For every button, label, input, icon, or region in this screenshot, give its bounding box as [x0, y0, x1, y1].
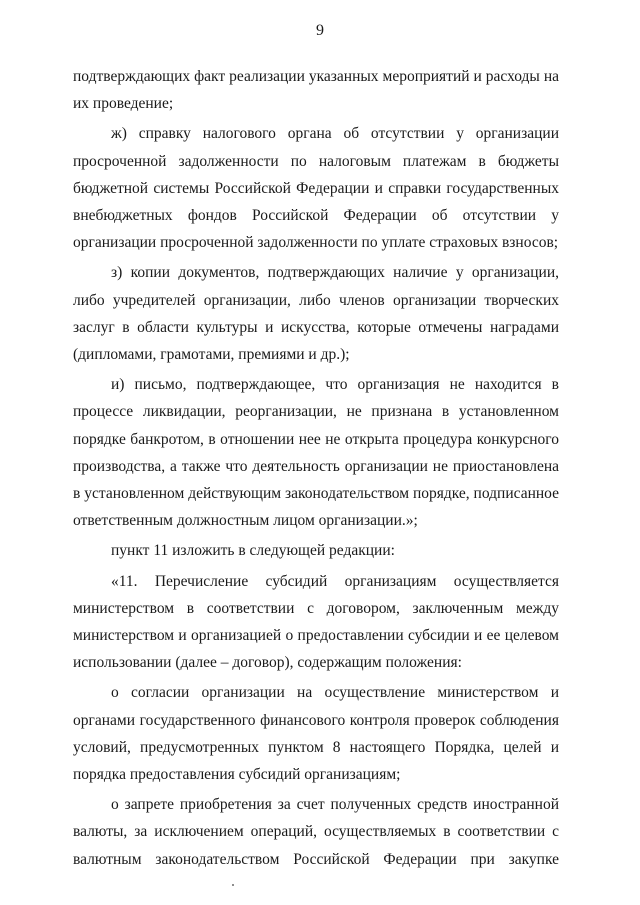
paragraph-continuation: подтверждающих факт реализации указанных мероприятий и расходы на их проведение; [73, 68, 559, 113]
page-number: 9 [316, 22, 324, 39]
paragraph-consent-provision: о согласии организации на осуществление министерством и органами государственного финансового контроля проверок соблюдения условий, предусмотренных пунктом 8 настоящего Порядка, целей и порядка предоставления субсидий организациям; [73, 684, 559, 784]
paragraph-item-i: и) письмо, подтверждающее, что организация не находится в процессе ликвидации, реорганизации, не признана в установленном порядке банкротом, в отношении нее не открыта процедура конкурсного производства, а также что деятельность организации не приостановлена в установленном действующим законодательством порядке, подписанное ответственным должностным лицом организации.»; [73, 376, 559, 530]
paragraph-item-zh: ж) справку налогового органа об отсутствии у организации просроченной задолженности по налоговым платежам в бюджеты бюджетной системы Российской Федерации и справки государственных внебюджетных фондов Российской Федерации об отсутствии у организации просроченной задолженности по уплате страховых взносов; [73, 125, 559, 252]
paragraph-currency-provision: о запрете приобретения за счет полученных средств иностранной валюты, за исключением операций, осуществляемых в соответствии с валютным законодательством Российской Федерации при закупке [73, 796, 559, 868]
paragraph-item-z: з) копии документов, подтверждающих наличие у организации, либо учредителей организации, либо членов организации творческих заслуг в области культуры и искусства, которые отмечены наградами (дипломами, грамотами, премиями и др.); [73, 264, 559, 364]
paragraph-point-11-intro: пункт 11 изложить в следующей редакции: [111, 542, 395, 560]
scan-speck [232, 884, 234, 886]
document-body [73, 63, 559, 873]
paragraph-point-11: «11. Перечисление субсидий организациям осуществляется министерством в соответствии с договором, заключенным между министерством и организацией о предоставлении субсидии и ее целевом использовании (далее – договор), содержащим положения: [73, 572, 559, 672]
